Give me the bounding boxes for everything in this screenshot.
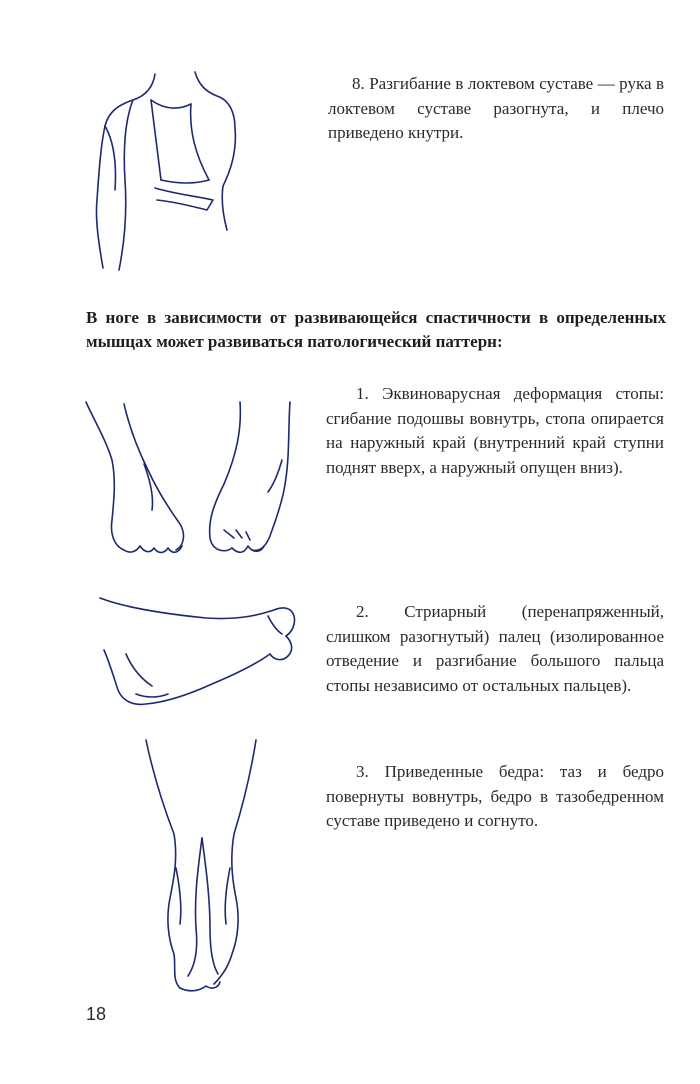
foot-toe-illustration	[96, 594, 306, 714]
legs-adducted-illustration	[140, 738, 270, 993]
page-number: 18	[86, 1004, 107, 1024]
paragraph-item-1: 1. Эквиноварусная деформация стопы: сгибание подошвы вовнутрь, стопа опирается на наружный край (внутренний край ступни поднят вверх, а наружный опущен вниз).	[326, 384, 664, 477]
torso-arm-illustration	[95, 70, 275, 280]
paragraph-item-8: 8. Разгибание в локтевом суставе — рука в локтевом суставе разогнута, и плечо приведено кнутри.	[328, 74, 664, 142]
paragraph-item-2: 2. Стриарный (перенапряженный, слишком разогнутый) палец (изолированное отведение и разгибание большого пальца стопы независимо от остальных пальцев).	[326, 602, 664, 695]
section-heading: В ноге в зависимости от развивающейся спастичности в определенных мышцах может развиваться патологический паттерн:	[86, 308, 666, 351]
paragraph-item-3: 3. Приведенные бедра: таз и бедро повернуты вовнутрь, бедро в тазобедренном суставе приведено и согнуто.	[326, 762, 664, 830]
feet-equinovarus-illustration	[84, 400, 304, 565]
